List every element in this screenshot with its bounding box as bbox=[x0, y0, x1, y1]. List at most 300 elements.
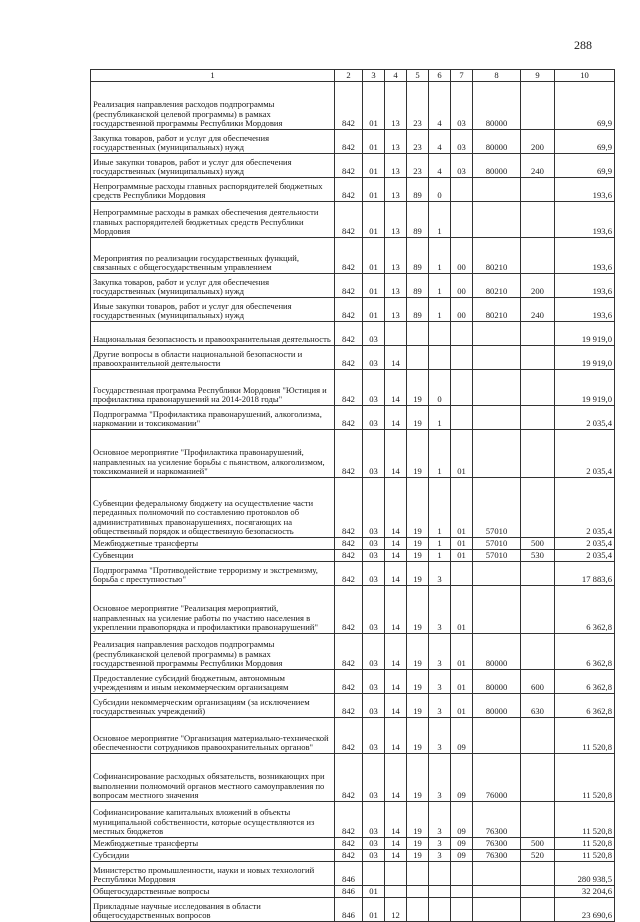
row-code-cell: 01 bbox=[363, 178, 385, 202]
row-code-cell: 14 bbox=[385, 838, 407, 850]
row-code-cell: 3 bbox=[429, 634, 451, 670]
row-name-cell: Основное мероприятие "Профилактика правонарушений, направленных на усиление борьбы с пьянством, алкоголизмом, токсикоманией и наркоманией" bbox=[91, 430, 335, 478]
row-code-cell: 89 bbox=[407, 298, 429, 322]
row-amount-cell: 32 204,6 bbox=[555, 886, 615, 898]
table-row bbox=[91, 202, 615, 238]
row-code-cell: 13 bbox=[385, 154, 407, 178]
row-code-cell: 00 bbox=[451, 274, 473, 298]
row-code-cell: 0 bbox=[429, 178, 451, 202]
row-amount-cell: 193,6 bbox=[555, 178, 615, 202]
row-code-cell: 80000 bbox=[473, 634, 521, 670]
row-code-cell: 14 bbox=[385, 550, 407, 562]
row-code-cell: 19 bbox=[407, 478, 429, 538]
row-code-cell: 13 bbox=[385, 178, 407, 202]
row-code-cell: 4 bbox=[429, 130, 451, 154]
row-code-cell bbox=[451, 178, 473, 202]
row-code-cell: 89 bbox=[407, 238, 429, 274]
row-code-cell: 01 bbox=[451, 634, 473, 670]
row-code-cell: 03 bbox=[363, 406, 385, 430]
row-code-cell: 03 bbox=[363, 550, 385, 562]
row-code-cell: 842 bbox=[335, 430, 363, 478]
row-code-cell: 630 bbox=[521, 694, 555, 718]
row-code-cell bbox=[473, 562, 521, 586]
row-code-cell: 89 bbox=[407, 274, 429, 298]
row-code-cell: 19 bbox=[407, 562, 429, 586]
row-code-cell: 1 bbox=[429, 550, 451, 562]
row-code-cell: 03 bbox=[363, 478, 385, 538]
row-code-cell: 01 bbox=[363, 274, 385, 298]
row-amount-cell: 11 520,8 bbox=[555, 838, 615, 850]
row-code-cell: 80210 bbox=[473, 274, 521, 298]
row-code-cell: 19 bbox=[407, 538, 429, 550]
table-row bbox=[91, 538, 615, 550]
row-code-cell bbox=[407, 898, 429, 922]
table-row bbox=[91, 718, 615, 754]
row-code-cell: 03 bbox=[451, 130, 473, 154]
row-code-cell: 89 bbox=[407, 178, 429, 202]
header-cell: 3 bbox=[363, 70, 385, 82]
row-name-cell: Общегосударственные вопросы bbox=[91, 886, 335, 898]
row-code-cell: 13 bbox=[385, 298, 407, 322]
row-code-cell: 3 bbox=[429, 718, 451, 754]
row-code-cell bbox=[473, 898, 521, 922]
row-code-cell: 842 bbox=[335, 82, 363, 130]
header-cell: 10 bbox=[555, 70, 615, 82]
row-code-cell: 14 bbox=[385, 430, 407, 478]
header-cell: 1 bbox=[91, 70, 335, 82]
row-code-cell: 14 bbox=[385, 850, 407, 862]
table-row bbox=[91, 550, 615, 562]
row-code-cell: 1 bbox=[429, 274, 451, 298]
row-code-cell: 03 bbox=[363, 694, 385, 718]
row-code-cell: 03 bbox=[363, 346, 385, 370]
row-name-cell: Субвенции федеральному бюджету на осуществление части переданных полномочий по составлению протоколов об административных правонарушениях, посягающих на общественный порядок и общественную безопасность bbox=[91, 478, 335, 538]
row-code-cell: 14 bbox=[385, 562, 407, 586]
row-code-cell: 03 bbox=[451, 154, 473, 178]
row-code-cell: 01 bbox=[363, 82, 385, 130]
row-amount-cell: 69,9 bbox=[555, 82, 615, 130]
row-code-cell bbox=[407, 862, 429, 886]
header-cell: 9 bbox=[521, 70, 555, 82]
row-code-cell bbox=[385, 322, 407, 346]
row-name-cell: Подпрограмма "Профилактика правонарушений, алкоголизма, наркомании и токсикомании" bbox=[91, 406, 335, 430]
row-code-cell: 80000 bbox=[473, 82, 521, 130]
row-name-cell: Реализация направления расходов подпрограммы (республиканской целевой программы) в рамках государственной программы Республики Мордовия bbox=[91, 82, 335, 130]
table-row bbox=[91, 754, 615, 802]
row-amount-cell: 6 362,8 bbox=[555, 634, 615, 670]
row-code-cell bbox=[429, 346, 451, 370]
row-code-cell bbox=[521, 718, 555, 754]
row-name-cell: Субвенции bbox=[91, 550, 335, 562]
row-code-cell: 842 bbox=[335, 850, 363, 862]
row-code-cell: 01 bbox=[363, 898, 385, 922]
row-name-cell: Закупка товаров, работ и услуг для обеспечения государственных (муниципальных) нужд bbox=[91, 130, 335, 154]
row-code-cell: 19 bbox=[407, 430, 429, 478]
row-amount-cell: 2 035,4 bbox=[555, 538, 615, 550]
row-code-cell bbox=[521, 322, 555, 346]
row-code-cell bbox=[521, 754, 555, 802]
row-code-cell: 01 bbox=[451, 694, 473, 718]
row-code-cell: 57010 bbox=[473, 478, 521, 538]
row-code-cell: 846 bbox=[335, 886, 363, 898]
table-row bbox=[91, 850, 615, 862]
row-code-cell bbox=[451, 322, 473, 346]
row-code-cell bbox=[521, 406, 555, 430]
row-code-cell: 846 bbox=[335, 862, 363, 886]
row-code-cell: 14 bbox=[385, 802, 407, 838]
row-amount-cell: 19 919,0 bbox=[555, 346, 615, 370]
row-code-cell: 13 bbox=[385, 130, 407, 154]
row-code-cell: 14 bbox=[385, 670, 407, 694]
row-code-cell: 01 bbox=[451, 586, 473, 634]
row-code-cell: 80000 bbox=[473, 154, 521, 178]
row-code-cell bbox=[451, 886, 473, 898]
row-code-cell bbox=[473, 370, 521, 406]
row-code-cell: 03 bbox=[363, 802, 385, 838]
table-row bbox=[91, 430, 615, 478]
table-row bbox=[91, 154, 615, 178]
row-code-cell: 200 bbox=[521, 274, 555, 298]
row-code-cell: 19 bbox=[407, 670, 429, 694]
row-code-cell: 19 bbox=[407, 850, 429, 862]
table-row bbox=[91, 406, 615, 430]
row-name-cell: Субсидии некоммерческим организациям (за исключением государственных учреждений) bbox=[91, 694, 335, 718]
row-code-cell: 1 bbox=[429, 238, 451, 274]
row-name-cell: Другие вопросы в области национальной безопасности и правоохранительной деятельности bbox=[91, 346, 335, 370]
table-row bbox=[91, 478, 615, 538]
row-code-cell: 842 bbox=[335, 370, 363, 406]
row-code-cell: 842 bbox=[335, 586, 363, 634]
row-code-cell: 14 bbox=[385, 718, 407, 754]
row-code-cell: 842 bbox=[335, 346, 363, 370]
row-code-cell: 1 bbox=[429, 478, 451, 538]
row-code-cell: 23 bbox=[407, 82, 429, 130]
row-code-cell: 00 bbox=[451, 298, 473, 322]
row-amount-cell: 19 919,0 bbox=[555, 370, 615, 406]
row-code-cell: 03 bbox=[363, 586, 385, 634]
row-code-cell: 12 bbox=[385, 898, 407, 922]
row-code-cell: 01 bbox=[451, 538, 473, 550]
row-amount-cell: 6 362,8 bbox=[555, 586, 615, 634]
row-code-cell: 842 bbox=[335, 322, 363, 346]
row-code-cell: 500 bbox=[521, 838, 555, 850]
row-code-cell: 76300 bbox=[473, 850, 521, 862]
row-name-cell: Непрограммные расходы главных распорядителей бюджетных средств Республики Мордовия bbox=[91, 178, 335, 202]
row-code-cell: 1 bbox=[429, 538, 451, 550]
row-code-cell: 01 bbox=[363, 886, 385, 898]
row-code-cell: 3 bbox=[429, 562, 451, 586]
row-code-cell: 23 bbox=[407, 154, 429, 178]
row-code-cell bbox=[473, 430, 521, 478]
row-code-cell: 842 bbox=[335, 562, 363, 586]
row-name-cell: Мероприятия по реализации государственных функций, связанных с общегосударственным управлением bbox=[91, 238, 335, 274]
row-amount-cell: 2 035,4 bbox=[555, 478, 615, 538]
row-code-cell: 19 bbox=[407, 586, 429, 634]
row-code-cell: 13 bbox=[385, 274, 407, 298]
row-code-cell bbox=[521, 634, 555, 670]
row-name-cell: Основное мероприятие "Реализация мероприятий, направленных на усиление работы по участию населения в укреплении правопорядка и профилактики правонарушений" bbox=[91, 586, 335, 634]
row-code-cell: 01 bbox=[363, 298, 385, 322]
row-code-cell: 200 bbox=[521, 130, 555, 154]
row-code-cell: 80210 bbox=[473, 298, 521, 322]
row-name-cell: Софинансирование расходных обязательств, возникающих при выполнении полномочий органов местного самоуправления по вопросам местного значения bbox=[91, 754, 335, 802]
row-code-cell: 500 bbox=[521, 538, 555, 550]
row-code-cell: 842 bbox=[335, 802, 363, 838]
row-code-cell bbox=[451, 406, 473, 430]
row-code-cell bbox=[429, 886, 451, 898]
row-code-cell bbox=[429, 898, 451, 922]
row-code-cell: 03 bbox=[363, 538, 385, 550]
row-code-cell: 89 bbox=[407, 202, 429, 238]
row-code-cell bbox=[473, 862, 521, 886]
row-code-cell: 842 bbox=[335, 838, 363, 850]
header-cell: 2 bbox=[335, 70, 363, 82]
row-code-cell: 09 bbox=[451, 850, 473, 862]
row-code-cell: 03 bbox=[363, 634, 385, 670]
row-amount-cell: 2 035,4 bbox=[555, 430, 615, 478]
row-code-cell: 842 bbox=[335, 178, 363, 202]
row-code-cell: 57010 bbox=[473, 550, 521, 562]
row-amount-cell: 11 520,8 bbox=[555, 754, 615, 802]
row-code-cell: 3 bbox=[429, 586, 451, 634]
header-cell: 8 bbox=[473, 70, 521, 82]
row-code-cell: 76300 bbox=[473, 802, 521, 838]
table-row bbox=[91, 634, 615, 670]
row-code-cell bbox=[473, 586, 521, 634]
table-row bbox=[91, 82, 615, 130]
row-amount-cell: 2 035,4 bbox=[555, 406, 615, 430]
row-code-cell bbox=[473, 346, 521, 370]
row-code-cell bbox=[451, 202, 473, 238]
row-code-cell: 03 bbox=[451, 82, 473, 130]
row-code-cell bbox=[521, 370, 555, 406]
row-code-cell bbox=[473, 718, 521, 754]
row-amount-cell: 11 520,8 bbox=[555, 718, 615, 754]
row-code-cell bbox=[473, 202, 521, 238]
row-code-cell: 13 bbox=[385, 82, 407, 130]
row-code-cell: 14 bbox=[385, 538, 407, 550]
row-code-cell bbox=[521, 430, 555, 478]
row-code-cell: 0 bbox=[429, 370, 451, 406]
row-code-cell: 19 bbox=[407, 370, 429, 406]
row-code-cell: 3 bbox=[429, 694, 451, 718]
table-body bbox=[91, 70, 615, 922]
row-code-cell bbox=[407, 322, 429, 346]
row-code-cell bbox=[407, 346, 429, 370]
row-code-cell: 23 bbox=[407, 130, 429, 154]
row-amount-cell: 11 520,8 bbox=[555, 802, 615, 838]
row-code-cell: 01 bbox=[363, 130, 385, 154]
row-code-cell: 4 bbox=[429, 154, 451, 178]
row-code-cell bbox=[451, 346, 473, 370]
row-code-cell: 01 bbox=[451, 430, 473, 478]
row-code-cell: 530 bbox=[521, 550, 555, 562]
row-code-cell: 57010 bbox=[473, 538, 521, 550]
table-row bbox=[91, 562, 615, 586]
row-name-cell: Закупка товаров, работ и услуг для обеспечения государственных (муниципальных) нужд bbox=[91, 274, 335, 298]
row-code-cell: 842 bbox=[335, 202, 363, 238]
header-cell: 7 bbox=[451, 70, 473, 82]
row-code-cell bbox=[451, 862, 473, 886]
row-code-cell: 03 bbox=[363, 562, 385, 586]
row-code-cell bbox=[521, 562, 555, 586]
row-code-cell: 03 bbox=[363, 838, 385, 850]
row-code-cell: 842 bbox=[335, 670, 363, 694]
row-name-cell: Национальная безопасность и правоохранительная деятельность bbox=[91, 322, 335, 346]
row-amount-cell: 69,9 bbox=[555, 154, 615, 178]
row-code-cell: 03 bbox=[363, 754, 385, 802]
row-code-cell bbox=[473, 178, 521, 202]
row-code-cell bbox=[363, 862, 385, 886]
row-code-cell: 03 bbox=[363, 670, 385, 694]
row-code-cell bbox=[521, 346, 555, 370]
header-cell: 5 bbox=[407, 70, 429, 82]
row-code-cell: 240 bbox=[521, 154, 555, 178]
row-code-cell: 842 bbox=[335, 238, 363, 274]
row-amount-cell: 17 883,6 bbox=[555, 562, 615, 586]
row-amount-cell: 193,6 bbox=[555, 274, 615, 298]
row-name-cell: Иные закупки товаров, работ и услуг для обеспечения государственных (муниципальных) нужд bbox=[91, 154, 335, 178]
row-code-cell: 19 bbox=[407, 718, 429, 754]
table-row bbox=[91, 862, 615, 886]
row-code-cell: 13 bbox=[385, 202, 407, 238]
row-name-cell: Субсидии bbox=[91, 850, 335, 862]
row-code-cell: 520 bbox=[521, 850, 555, 862]
row-code-cell bbox=[521, 886, 555, 898]
row-code-cell: 14 bbox=[385, 370, 407, 406]
row-code-cell bbox=[385, 862, 407, 886]
row-code-cell: 09 bbox=[451, 754, 473, 802]
table-row bbox=[91, 274, 615, 298]
row-code-cell: 00 bbox=[451, 238, 473, 274]
row-code-cell: 76000 bbox=[473, 754, 521, 802]
row-code-cell: 14 bbox=[385, 346, 407, 370]
row-code-cell: 09 bbox=[451, 802, 473, 838]
row-code-cell: 3 bbox=[429, 670, 451, 694]
row-code-cell bbox=[521, 178, 555, 202]
budget-table bbox=[90, 69, 615, 922]
row-code-cell: 842 bbox=[335, 274, 363, 298]
row-code-cell: 842 bbox=[335, 538, 363, 550]
row-name-cell: Прикладные научные исследования в области общегосударственных вопросов bbox=[91, 898, 335, 922]
row-code-cell: 19 bbox=[407, 838, 429, 850]
row-code-cell: 1 bbox=[429, 202, 451, 238]
table-row bbox=[91, 898, 615, 922]
row-code-cell bbox=[521, 82, 555, 130]
row-code-cell: 01 bbox=[363, 154, 385, 178]
table-header-row bbox=[91, 70, 615, 82]
table-row bbox=[91, 238, 615, 274]
table-row bbox=[91, 838, 615, 850]
table-row bbox=[91, 322, 615, 346]
row-amount-cell: 280 938,5 bbox=[555, 862, 615, 886]
row-code-cell: 03 bbox=[363, 850, 385, 862]
row-name-cell: Софинансирование капитальных вложений в объекты муниципальной собственности, которые осуществляются из местных бюджетов bbox=[91, 802, 335, 838]
row-name-cell: Непрограммные расходы в рамках обеспечения деятельности главных распорядителей бюджетных средств Республики Мордовия bbox=[91, 202, 335, 238]
row-code-cell bbox=[521, 586, 555, 634]
row-code-cell: 14 bbox=[385, 586, 407, 634]
row-code-cell: 842 bbox=[335, 298, 363, 322]
row-code-cell: 19 bbox=[407, 406, 429, 430]
row-amount-cell: 69,9 bbox=[555, 130, 615, 154]
row-code-cell: 1 bbox=[429, 430, 451, 478]
table-row bbox=[91, 670, 615, 694]
row-amount-cell: 11 520,8 bbox=[555, 850, 615, 862]
row-name-cell: Иные закупки товаров, работ и услуг для обеспечения государственных (муниципальных) нужд bbox=[91, 298, 335, 322]
row-name-cell: Предоставление субсидий бюджетным, автономным учреждениям и иным некоммерческим организациям bbox=[91, 670, 335, 694]
row-code-cell: 1 bbox=[429, 406, 451, 430]
row-code-cell bbox=[429, 862, 451, 886]
row-code-cell: 3 bbox=[429, 802, 451, 838]
row-code-cell bbox=[473, 886, 521, 898]
row-code-cell: 09 bbox=[451, 718, 473, 754]
row-code-cell: 842 bbox=[335, 154, 363, 178]
row-amount-cell: 6 362,8 bbox=[555, 670, 615, 694]
row-code-cell: 240 bbox=[521, 298, 555, 322]
row-code-cell: 842 bbox=[335, 130, 363, 154]
row-code-cell: 14 bbox=[385, 634, 407, 670]
row-name-cell: Основное мероприятие "Организация материально-технической обеспеченности сотрудников правоохранительных органов" bbox=[91, 718, 335, 754]
row-amount-cell: 193,6 bbox=[555, 238, 615, 274]
row-amount-cell: 23 690,6 bbox=[555, 898, 615, 922]
row-code-cell: 842 bbox=[335, 694, 363, 718]
row-name-cell: Межбюджетные трансферты bbox=[91, 838, 335, 850]
row-code-cell: 01 bbox=[451, 670, 473, 694]
row-code-cell: 76300 bbox=[473, 838, 521, 850]
row-name-cell: Государственная программа Республики Мордовия "Юстиция и профилактика правонарушений на 2014-2018 годы" bbox=[91, 370, 335, 406]
page-number: 288 bbox=[574, 38, 592, 52]
row-code-cell: 842 bbox=[335, 634, 363, 670]
row-code-cell: 842 bbox=[335, 550, 363, 562]
row-code-cell bbox=[521, 802, 555, 838]
row-code-cell bbox=[407, 886, 429, 898]
row-code-cell: 842 bbox=[335, 478, 363, 538]
row-code-cell: 842 bbox=[335, 718, 363, 754]
row-code-cell: 600 bbox=[521, 670, 555, 694]
table-row bbox=[91, 886, 615, 898]
row-code-cell: 19 bbox=[407, 634, 429, 670]
row-code-cell: 03 bbox=[363, 718, 385, 754]
row-code-cell: 01 bbox=[451, 550, 473, 562]
row-code-cell: 03 bbox=[363, 322, 385, 346]
row-amount-cell: 6 362,8 bbox=[555, 694, 615, 718]
table-row bbox=[91, 178, 615, 202]
row-code-cell bbox=[521, 898, 555, 922]
table-row bbox=[91, 130, 615, 154]
row-code-cell: 846 bbox=[335, 898, 363, 922]
row-code-cell: 3 bbox=[429, 754, 451, 802]
row-code-cell bbox=[473, 406, 521, 430]
row-code-cell: 03 bbox=[363, 430, 385, 478]
row-code-cell: 3 bbox=[429, 838, 451, 850]
row-code-cell: 842 bbox=[335, 406, 363, 430]
row-name-cell: Министерство промышленности, науки и новых технологий Республики Мордовия bbox=[91, 862, 335, 886]
row-code-cell bbox=[473, 322, 521, 346]
row-name-cell: Межбюджетные трансферты bbox=[91, 538, 335, 550]
row-name-cell: Реализация направления расходов подпрограммы (республиканской целевой программы) в рамках государственной программы Республики Мордовия bbox=[91, 634, 335, 670]
row-code-cell: 13 bbox=[385, 238, 407, 274]
row-code-cell: 19 bbox=[407, 694, 429, 718]
header-cell: 6 bbox=[429, 70, 451, 82]
row-name-cell: Подпрограмма "Противодействие терроризму и экстремизму, борьба с преступностью" bbox=[91, 562, 335, 586]
row-code-cell: 19 bbox=[407, 550, 429, 562]
row-amount-cell: 19 919,0 bbox=[555, 322, 615, 346]
row-code-cell bbox=[521, 202, 555, 238]
row-code-cell: 14 bbox=[385, 406, 407, 430]
row-code-cell bbox=[451, 898, 473, 922]
row-code-cell: 09 bbox=[451, 838, 473, 850]
row-code-cell: 01 bbox=[363, 202, 385, 238]
